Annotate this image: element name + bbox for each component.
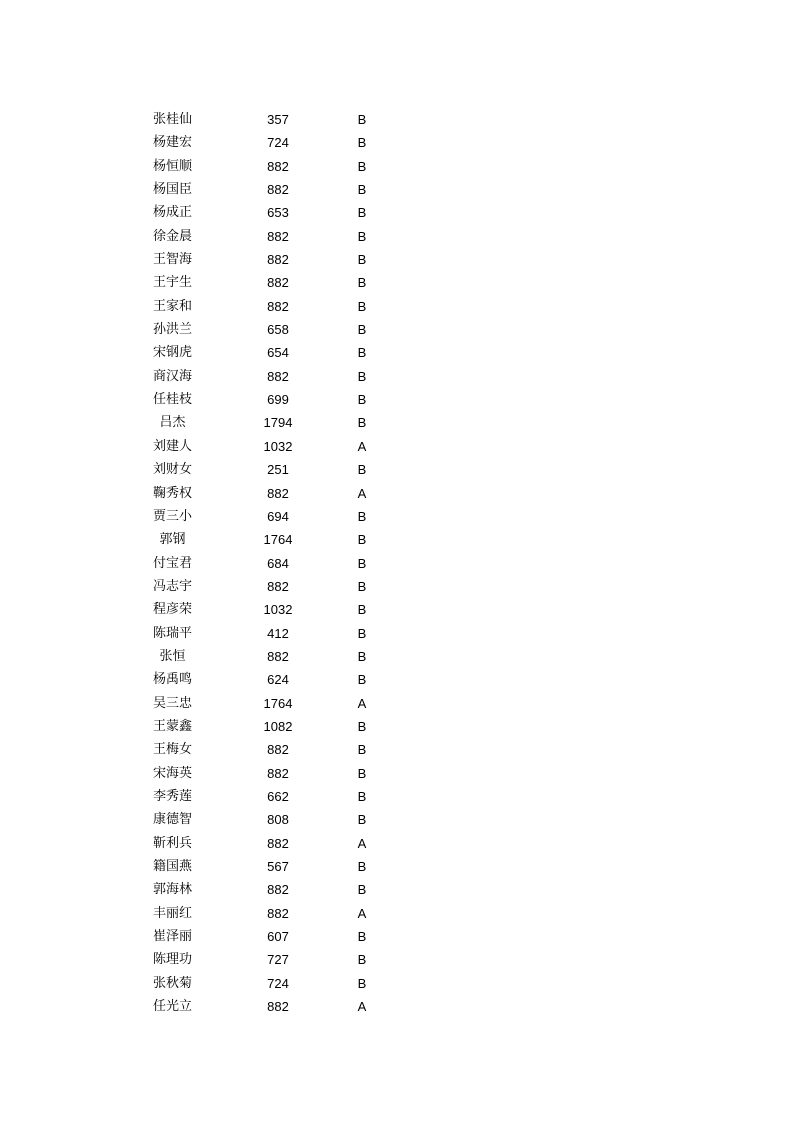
table-row — [0, 505, 793, 528]
amount-cell: 882 — [267, 835, 289, 851]
name-cell: 刘财女 — [152, 462, 192, 478]
amount-cell: 658 — [267, 322, 289, 338]
grade-cell: B — [357, 788, 367, 804]
table-row — [0, 925, 793, 948]
grade-cell: A — [357, 485, 367, 501]
grade-cell: B — [357, 298, 367, 314]
amount-cell: 1082 — [263, 718, 293, 734]
name-cell: 宋钢虎 — [152, 345, 192, 361]
table-row — [0, 645, 793, 668]
table-body — [0, 108, 793, 1018]
amount-cell: 607 — [267, 929, 289, 945]
amount-cell: 724 — [267, 135, 289, 151]
amount-cell: 882 — [267, 182, 289, 198]
name-cell: 丰丽红 — [152, 905, 192, 921]
table-row — [0, 878, 793, 901]
amount-cell: 882 — [267, 742, 289, 758]
table-row — [0, 738, 793, 761]
name-cell: 付宝君 — [152, 555, 192, 571]
table-row — [0, 341, 793, 364]
grade-cell: B — [357, 555, 367, 571]
name-cell: 杨恒顺 — [152, 158, 192, 174]
name-cell: 崔泽丽 — [152, 929, 192, 945]
name-cell: 任光立 — [152, 999, 192, 1015]
name-cell: 孙洪兰 — [152, 322, 192, 338]
grade-cell: B — [357, 158, 367, 174]
grade-cell: B — [357, 182, 367, 198]
name-cell: 张恒 — [159, 648, 186, 664]
table-row — [0, 715, 793, 738]
grade-cell: B — [357, 392, 367, 408]
name-cell: 张秋菊 — [152, 975, 192, 991]
grade-cell: B — [357, 135, 367, 151]
grade-cell: B — [357, 859, 367, 874]
table-row — [0, 295, 793, 318]
name-cell: 籍国燕 — [152, 859, 192, 874]
table-row — [0, 178, 793, 201]
amount-cell: 699 — [267, 392, 289, 408]
grade-cell: A — [357, 835, 367, 851]
grade-cell: B — [357, 975, 367, 991]
table-row — [0, 668, 793, 691]
table-row — [0, 108, 793, 131]
name-cell: 宋海英 — [152, 765, 192, 781]
grade-cell: B — [357, 532, 367, 548]
name-cell: 王梅女 — [152, 742, 192, 758]
amount-cell: 882 — [267, 648, 289, 664]
table-row — [0, 435, 793, 458]
data-sheet — [0, 108, 793, 1018]
name-cell: 王蒙鑫 — [152, 718, 192, 734]
amount-cell: 882 — [267, 905, 289, 921]
grade-cell: B — [357, 368, 367, 384]
table-row — [0, 972, 793, 995]
grade-cell: B — [357, 228, 367, 244]
table-row — [0, 318, 793, 341]
grade-cell: A — [357, 999, 367, 1015]
amount-cell: 882 — [267, 882, 289, 898]
grade-cell: B — [357, 462, 367, 478]
amount-cell: 1032 — [263, 438, 293, 454]
grade-cell: B — [357, 205, 367, 221]
grade-cell: B — [357, 508, 367, 524]
grade-cell: B — [357, 275, 367, 291]
amount-cell: 694 — [267, 508, 289, 524]
name-cell: 杨国臣 — [152, 182, 192, 198]
amount-cell: 882 — [267, 252, 289, 268]
table-row — [0, 598, 793, 621]
name-cell: 吴三忠 — [152, 695, 192, 711]
table-row — [0, 575, 793, 598]
grade-cell: B — [357, 765, 367, 781]
amount-cell: 882 — [267, 298, 289, 314]
grade-cell: B — [357, 718, 367, 734]
grade-cell: B — [357, 578, 367, 594]
name-cell: 陈瑞平 — [152, 625, 192, 641]
table-row — [0, 365, 793, 388]
table-row — [0, 692, 793, 715]
table-row — [0, 155, 793, 178]
name-cell: 程彦荣 — [152, 602, 192, 618]
table-row — [0, 458, 793, 481]
amount-cell: 882 — [267, 158, 289, 174]
name-cell: 陈理功 — [152, 952, 192, 968]
amount-cell: 684 — [267, 555, 289, 571]
amount-cell: 624 — [267, 672, 289, 688]
name-cell: 郭海林 — [152, 882, 192, 898]
grade-cell: B — [357, 672, 367, 688]
grade-cell: B — [357, 345, 367, 361]
grade-cell: B — [357, 112, 367, 127]
amount-cell: 412 — [267, 625, 289, 641]
name-cell: 刘建人 — [152, 438, 192, 454]
table-row — [0, 411, 793, 434]
name-cell: 商汉海 — [152, 368, 192, 384]
amount-cell: 1794 — [263, 415, 293, 431]
amount-cell: 251 — [267, 462, 289, 478]
grade-cell: B — [357, 742, 367, 758]
grade-cell: B — [357, 415, 367, 431]
table-row — [0, 808, 793, 831]
name-cell: 任桂枝 — [152, 392, 192, 408]
grade-cell: B — [357, 882, 367, 898]
grade-cell: A — [357, 905, 367, 921]
amount-cell: 662 — [267, 788, 289, 804]
table-row — [0, 248, 793, 271]
table-row — [0, 762, 793, 785]
amount-cell: 1764 — [263, 532, 293, 548]
name-cell: 王宇生 — [152, 275, 192, 291]
table-row — [0, 902, 793, 925]
table-row — [0, 995, 793, 1018]
amount-cell: 882 — [267, 275, 289, 291]
name-cell: 王智海 — [152, 252, 192, 268]
grade-cell: A — [357, 438, 367, 454]
amount-cell: 808 — [267, 812, 289, 828]
amount-cell: 882 — [267, 228, 289, 244]
name-cell: 杨禹鸣 — [152, 672, 192, 688]
table-row — [0, 388, 793, 411]
name-cell: 靳利兵 — [152, 835, 192, 851]
table-row — [0, 131, 793, 154]
name-cell: 徐金晨 — [152, 228, 192, 244]
grade-cell: B — [357, 648, 367, 664]
name-cell: 张桂仙 — [152, 112, 192, 127]
name-cell: 鞠秀权 — [152, 485, 192, 501]
grade-cell: B — [357, 625, 367, 641]
name-cell: 贾三小 — [152, 508, 192, 524]
table-row — [0, 855, 793, 878]
table-row — [0, 832, 793, 855]
amount-cell: 727 — [267, 952, 289, 968]
name-cell: 郭钢 — [159, 532, 186, 548]
grade-cell: B — [357, 252, 367, 268]
grade-cell: B — [357, 322, 367, 338]
table-row — [0, 785, 793, 808]
table-row — [0, 528, 793, 551]
table-row — [0, 552, 793, 575]
name-cell: 杨成正 — [152, 205, 192, 221]
table-row — [0, 622, 793, 645]
amount-cell: 882 — [267, 485, 289, 501]
name-cell: 冯志宇 — [152, 578, 192, 594]
name-cell: 王家和 — [152, 298, 192, 314]
amount-cell: 357 — [267, 112, 289, 127]
amount-cell: 654 — [267, 345, 289, 361]
amount-cell: 882 — [267, 368, 289, 384]
amount-cell: 882 — [267, 578, 289, 594]
grade-cell: B — [357, 929, 367, 945]
table-row — [0, 948, 793, 971]
grade-cell: B — [357, 812, 367, 828]
name-cell: 吕杰 — [159, 415, 186, 431]
table-row — [0, 201, 793, 224]
amount-cell: 1764 — [263, 695, 293, 711]
grade-cell: B — [357, 602, 367, 618]
amount-cell: 1032 — [263, 602, 293, 618]
name-cell: 康德智 — [152, 812, 192, 828]
amount-cell: 653 — [267, 205, 289, 221]
amount-cell: 567 — [267, 859, 289, 874]
name-cell: 李秀莲 — [152, 788, 192, 804]
amount-cell: 882 — [267, 765, 289, 781]
grade-cell: A — [357, 695, 367, 711]
table-row — [0, 271, 793, 294]
amount-cell: 882 — [267, 999, 289, 1015]
table-row — [0, 225, 793, 248]
grade-cell: B — [357, 952, 367, 968]
table-row — [0, 482, 793, 505]
name-cell: 杨建宏 — [152, 135, 192, 151]
amount-cell: 724 — [267, 975, 289, 991]
